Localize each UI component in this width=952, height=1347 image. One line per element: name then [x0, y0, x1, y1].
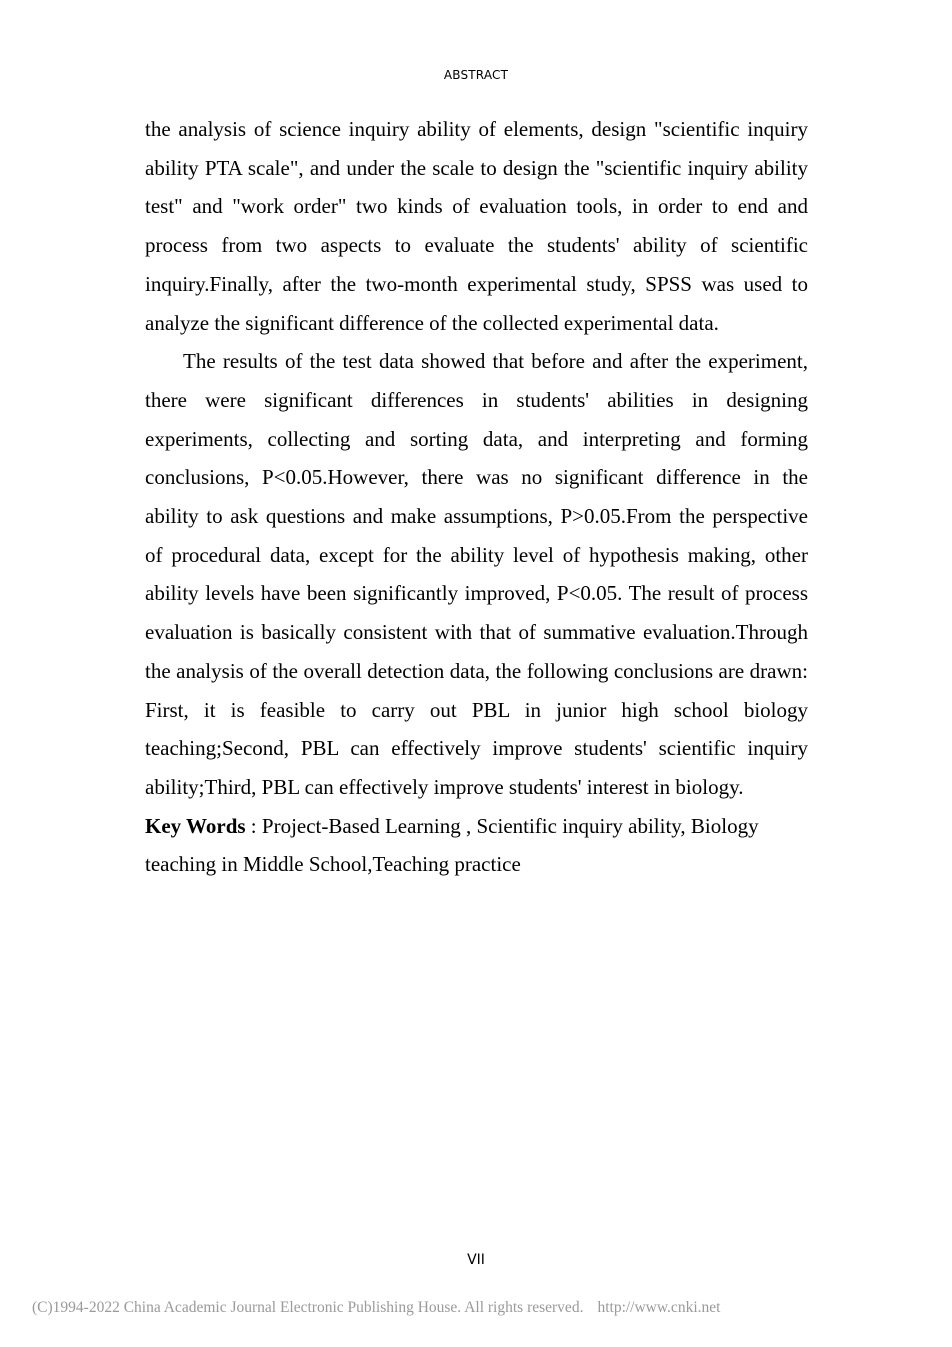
- abstract-body: [145, 110, 808, 884]
- copyright-notice: [32, 1299, 932, 1317]
- keywords-separator: :: [245, 813, 262, 838]
- copyright-text: (C)1994-2022 China Academic Journal Electronic Publishing House. All rights reserved.: [32, 1299, 584, 1316]
- keywords-line: [145, 807, 808, 884]
- page-number: VII: [467, 1252, 485, 1268]
- keywords-label: Key Words: [145, 813, 246, 838]
- keywords-value: Project-Based Learning , Scientific inquiry ability, Biology teaching in Middle School,Teaching practice: [145, 813, 759, 877]
- abstract-paragraph-results: The results of the test data showed that before and after the experiment, there were significant differences in students' abilities in designing experiments, collecting and sorting data, and interpreting and forming conclusions, P<0.05.However, there was no significant difference in the ability to ask questions and make assumptions, P>0.05.From the perspective of procedural data, except for the ability level of hypothesis making, other ability levels have been significantly improved, P<0.05. The result of process evaluation is basically consistent with that of summative evaluation.Through the analysis of the overall detection data, the following conclusions are drawn: First, it is feasible to carry out PBL in junior high school biology teaching;Second, PBL can effectively improve students' scientific inquiry ability;Third, PBL can effectively improve students' interest in biology.: [145, 349, 808, 799]
- abstract-paragraph-continued: the analysis of science inquiry ability of elements, design "scientific inquiry ability PTA scale", and under the scale to design the "scientific inquiry ability test" and "work order" two kinds of evaluation tools, in order to end and process from two aspects to evaluate the students' ability of scientific inquiry.Finally, after the two-month experimental study, SPSS was used to analyze the significant difference of the collected experimental data.: [145, 117, 808, 335]
- running-header: ABSTRACT: [443, 68, 509, 82]
- cnki-url[interactable]: http://www.cnki.net: [597, 1299, 721, 1316]
